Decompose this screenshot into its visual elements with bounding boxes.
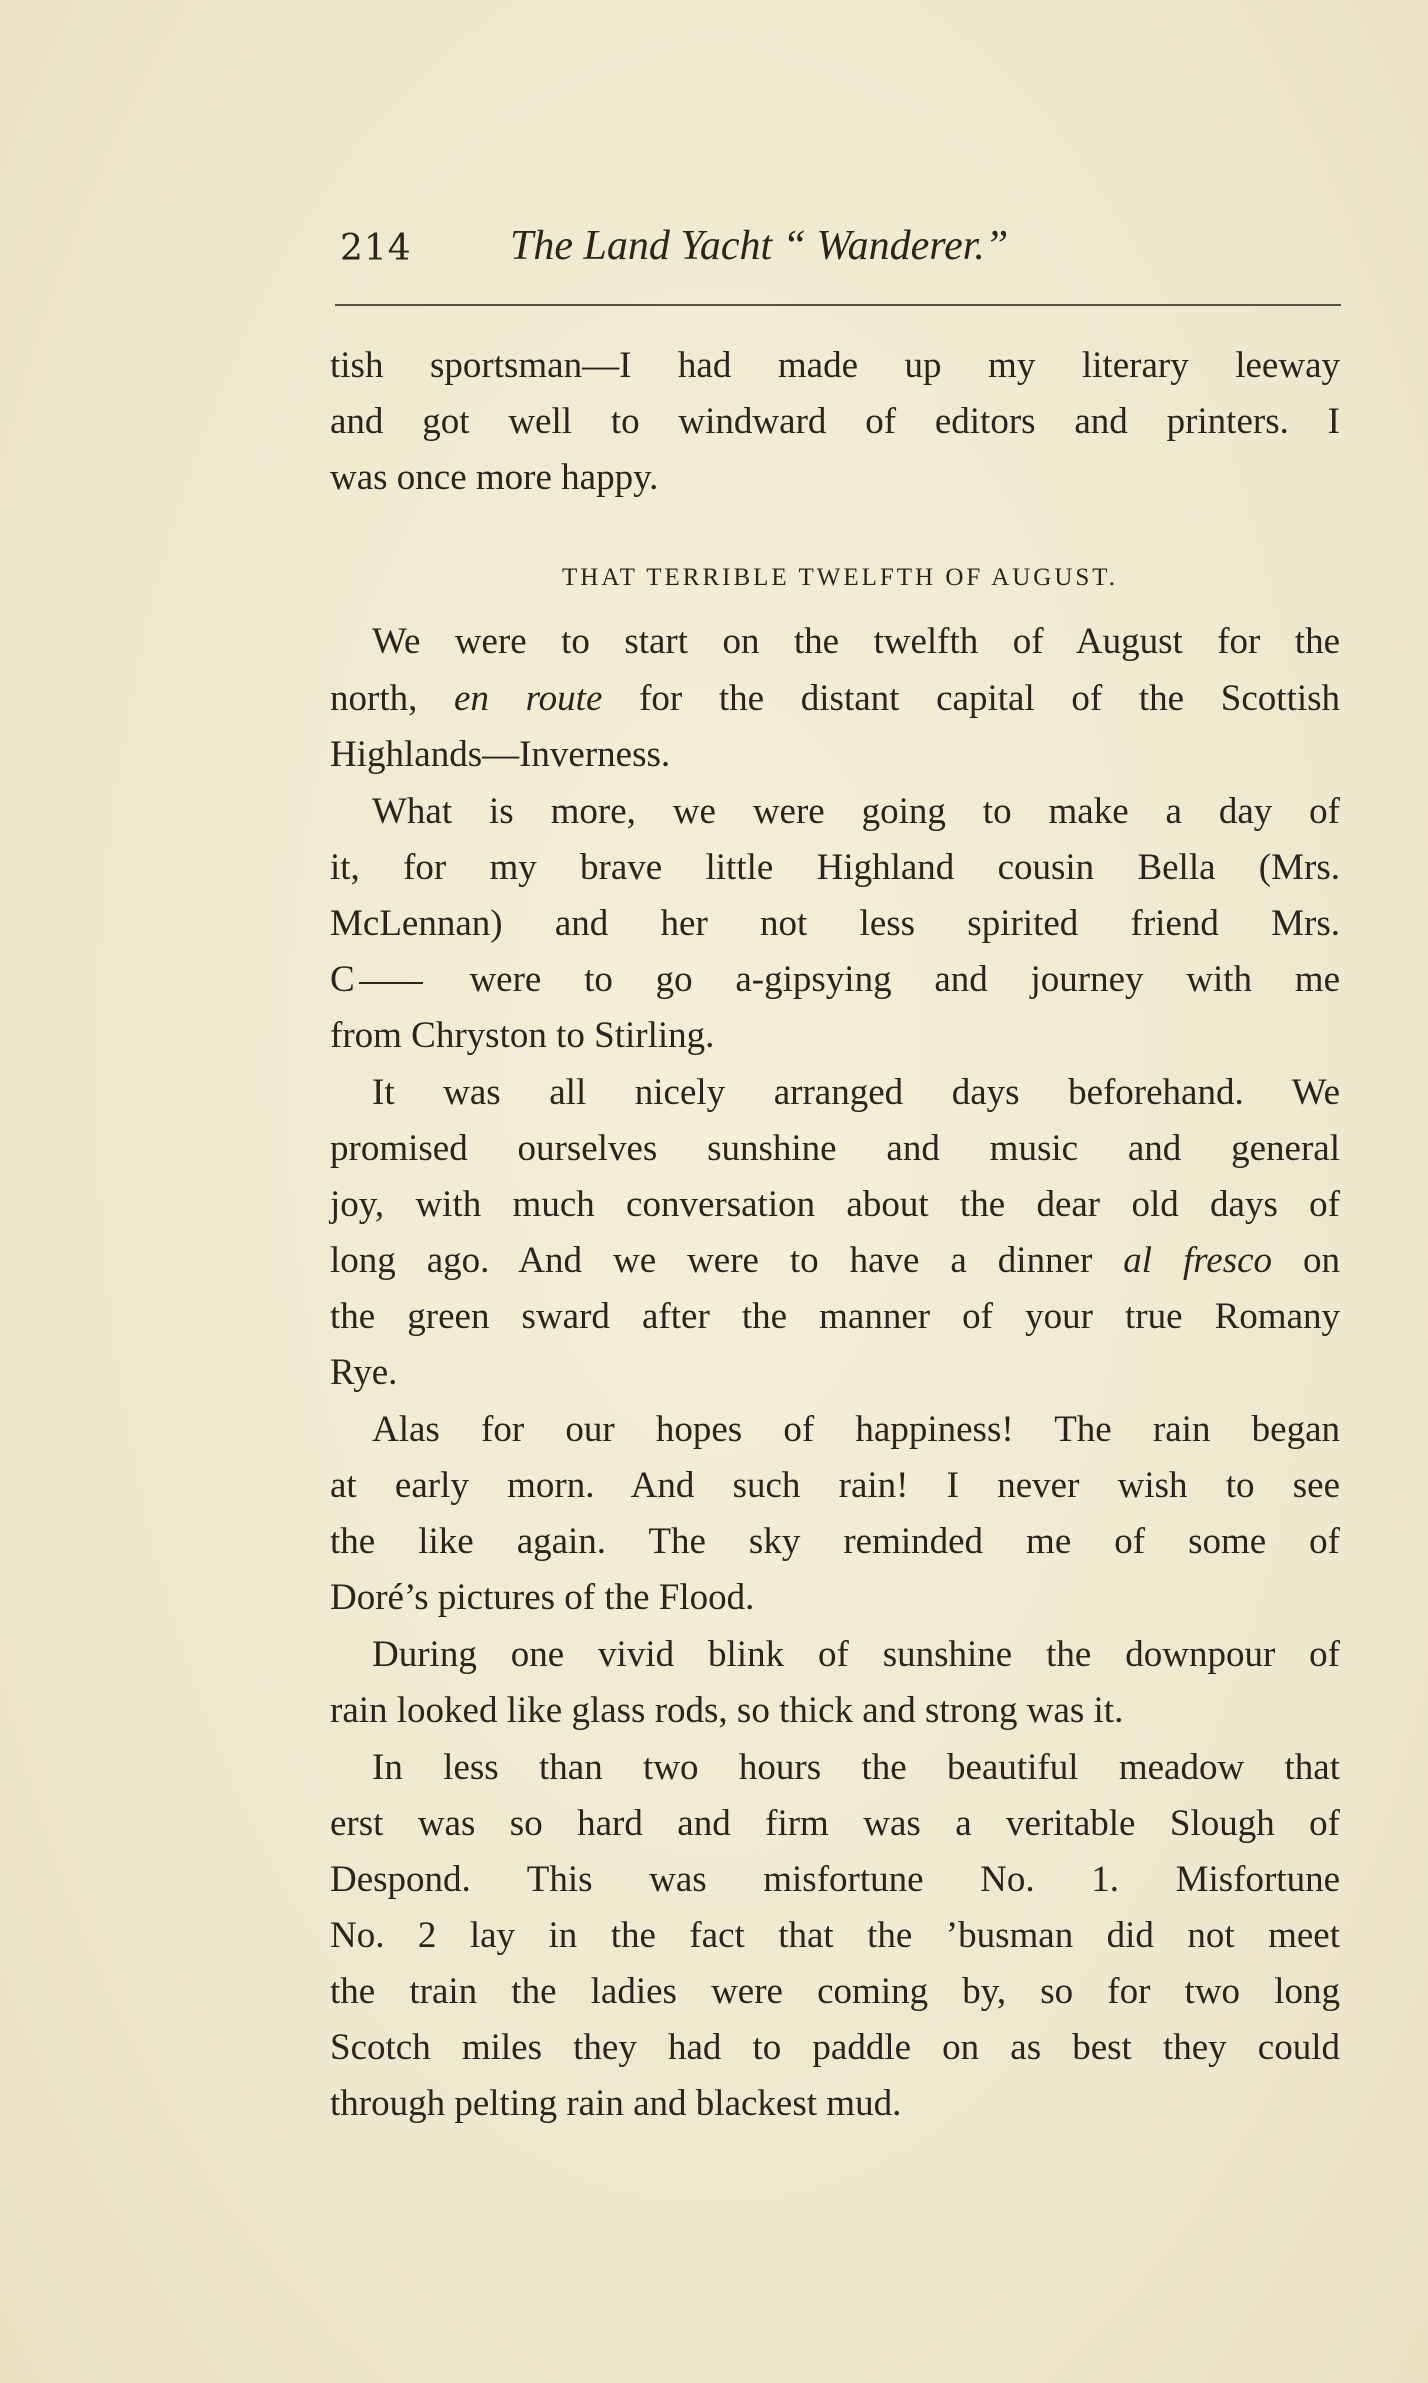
text-span: C — [330, 959, 355, 1000]
text-line: It was all nicely arranged days beforehand. We — [372, 1072, 1340, 1113]
text-line: tish sportsman—I had made up my literary leeway — [330, 345, 1340, 386]
text-line: During one vivid blink of sunshine the downpour of — [372, 1634, 1340, 1675]
text-line: promised ourselves sunshine and music and general — [330, 1128, 1340, 1169]
text-line: the green sward after the manner of your true Romany — [330, 1296, 1340, 1337]
running-title: The Land Yacht “ Wanderer.” — [510, 223, 1009, 269]
text-line: from Chryston to Stirling. — [330, 1015, 715, 1056]
text-line: the like again. The sky reminded me of some of — [330, 1521, 1340, 1562]
text-line: joy, with much conversation about the dear old days of — [330, 1184, 1340, 1225]
text-line: Scotch miles they had to paddle on as best they could — [330, 2027, 1340, 2068]
text-line: erst was so hard and firm was a veritable Slough of — [330, 1803, 1340, 1844]
text-line: Alas for our hopes of happiness! The rain began — [372, 1409, 1340, 1450]
italic-phrase: en route — [454, 678, 603, 719]
header-rule — [335, 304, 1341, 306]
text-line: Despond. This was misfortune No. 1. Misfortune — [330, 1859, 1340, 1900]
text-line: We were to start on the twelfth of August for the — [372, 621, 1340, 662]
text-line: rain looked like glass rods, so thick and strong was it. — [330, 1690, 1124, 1731]
text-line: In less than two hours the beautiful meadow that — [372, 1747, 1340, 1788]
text-line: Doré’s pictures of the Flood. — [330, 1577, 755, 1618]
text-span: long ago. And we were to have a dinner — [330, 1240, 1093, 1281]
text-line: McLennan) and her not less spirited friend Mrs. — [330, 903, 1340, 944]
text-span: north, — [330, 678, 418, 719]
text-line: What is more, we were going to make a day of — [372, 791, 1340, 832]
text-line: it, for my brave little Highland cousin Bella (Mrs. — [330, 847, 1340, 888]
page-number: 214 — [340, 228, 412, 269]
text-line: Highlands—Inverness. — [330, 734, 671, 775]
text-span: on — [1303, 1240, 1340, 1281]
text-span: for the distant capital of the Scottish — [639, 678, 1341, 719]
text-line: at early morn. And such rain! I never wish to see — [330, 1465, 1340, 1506]
text-line: and got well to windward of editors and printers. I — [330, 401, 1340, 442]
text-line — [330, 1233, 1340, 1289]
text-line — [330, 671, 1340, 727]
italic-phrase: al fresco — [1123, 1240, 1273, 1281]
text-line: Rye. — [330, 1352, 398, 1393]
text-line: No. 2 lay in the fact that the ’busman did not meet — [330, 1915, 1340, 1956]
em-rule — [359, 982, 423, 984]
text-line: the train the ladies were coming by, so for two long — [330, 1971, 1340, 2012]
text-line — [330, 952, 1340, 1008]
page-header — [340, 222, 1340, 282]
text-line: was once more happy. — [330, 457, 659, 498]
text-line: through pelting rain and blackest mud. — [330, 2083, 902, 2124]
section-heading: THAT TERRIBLE TWELFTH OF AUGUST. — [562, 564, 1118, 591]
text-span: were to go a-gipsying and journey with me — [469, 959, 1341, 1000]
